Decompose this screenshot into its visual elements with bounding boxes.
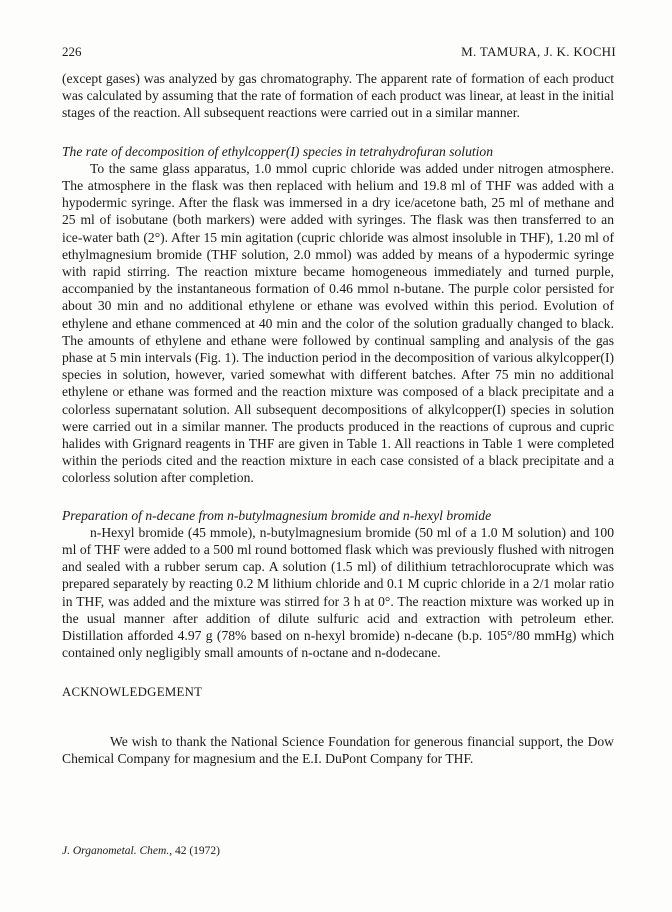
journal-volume: 42 (1972) xyxy=(174,845,221,857)
running-header xyxy=(62,44,616,60)
page-number: 226 xyxy=(62,44,82,59)
acknowledgement-heading: ACKNOWLEDGEMENT xyxy=(62,684,203,699)
journal-footer xyxy=(62,845,220,857)
acknowledgement-body: We wish to thank the National Science Foundation for generous financial support, the Dow Chemical Company for magnesium and the E.I. DuPont Company for THF. xyxy=(62,733,614,766)
body-text xyxy=(62,70,614,767)
section-body-preparation: n-Hexyl bromide (45 mmole), n-butylmagnesium bromide (50 ml of a 1.0 M solution) and 100 ml of THF were added to a 500 ml round bottomed flask which was previously flushed with nitrogen and sealed with a rubber serum cap. A solution (1.5 ml) of dilithium tetrachlorocuprate which was prepared separately by reacting 0.2 M lithium chloride and 0.1 M cupric chloride in a 2/1 molar ratio in THF, was added and the mixture was stirred for 3 h at 0°. The reaction mixture was worked up in the usual manner after addition of dilute sulfuric acid and extraction with petroleum ether. Distillation afforded 4.97 g (78% based on n-hexyl bromide) n-decane (b.p. 105°/80 mmHg) which contained only negligibly small amounts of n-octane and n-dodecane. xyxy=(62,524,614,661)
intro-paragraph: (except gases) was analyzed by gas chromatography. The apparent rate of formation of each product was calculated by assuming that the rate of formation of each product was linear, at least in the initial stages of the reaction. All subsequent reactions were carried out in a similar manner. xyxy=(62,71,614,121)
section-title-preparation: Preparation of n-decane from n-butylmagnesium bromide and n-hexyl bromide xyxy=(62,507,492,523)
section-body-decomposition: To the same glass apparatus, 1.0 mmol cupric chloride was added under nitrogen atmosphere. The atmosphere in the flask was then replaced with helium and 19.8 ml of THF was added with a hypodermic syringe. After the flask was immersed in a dry ice/acetone bath, 25 ml of methane and 25 ml of isobutane (both markers) were added with syringes. The flask was then transferred to an ice-water bath (2°). After 15 min agitation (cupric chloride was almost insoluble in THF), 1.20 ml of ethylmagnesium bromide (THF solution, 2.0 mmol) was added by means of a hypodermic syringe with rapid stirring. The reaction mixture became homogeneous immediately and turned purple, accompanied by the instantaneous formation of 0.46 mmol n-butane. The purple color persisted for about 30 min and no additional ethylene or ethane was evolved within this period. Evolution of ethylene and ethane commenced at 40 min and the color of the solution gradually changed to black. The amounts of ethylene and ethane were followed by continual sampling and analysis of the gas phase at 5 min intervals (Fig. 1). The induction period in the decomposition of various alkylcopper(I) species in solution, however, varied somewhat with different batches. After 75 min no additional ethylene or ethane was formed and the reaction mixture was composed of a black precipitate and a colorless supernatant solution. All subsequent decompositions of alkylcopper(I) species in solution were carried out in a similar manner. The products produced in the reactions of cuprous and cupric halides with Grignard reagents in THF are given in Table 1. All reactions in Table 1 were completed within the periods cited and the reaction mixture in each case consisted of a black precipitate and a colorless solution after completion. xyxy=(62,160,614,486)
journal-name: J. Organometal. Chem., xyxy=(62,845,173,857)
section-title-decomposition: The rate of decomposition of ethylcopper(I) species in tetrahydrofuran solution xyxy=(62,143,494,159)
running-header-authors: M. TAMURA, J. K. KOCHI xyxy=(461,44,616,59)
